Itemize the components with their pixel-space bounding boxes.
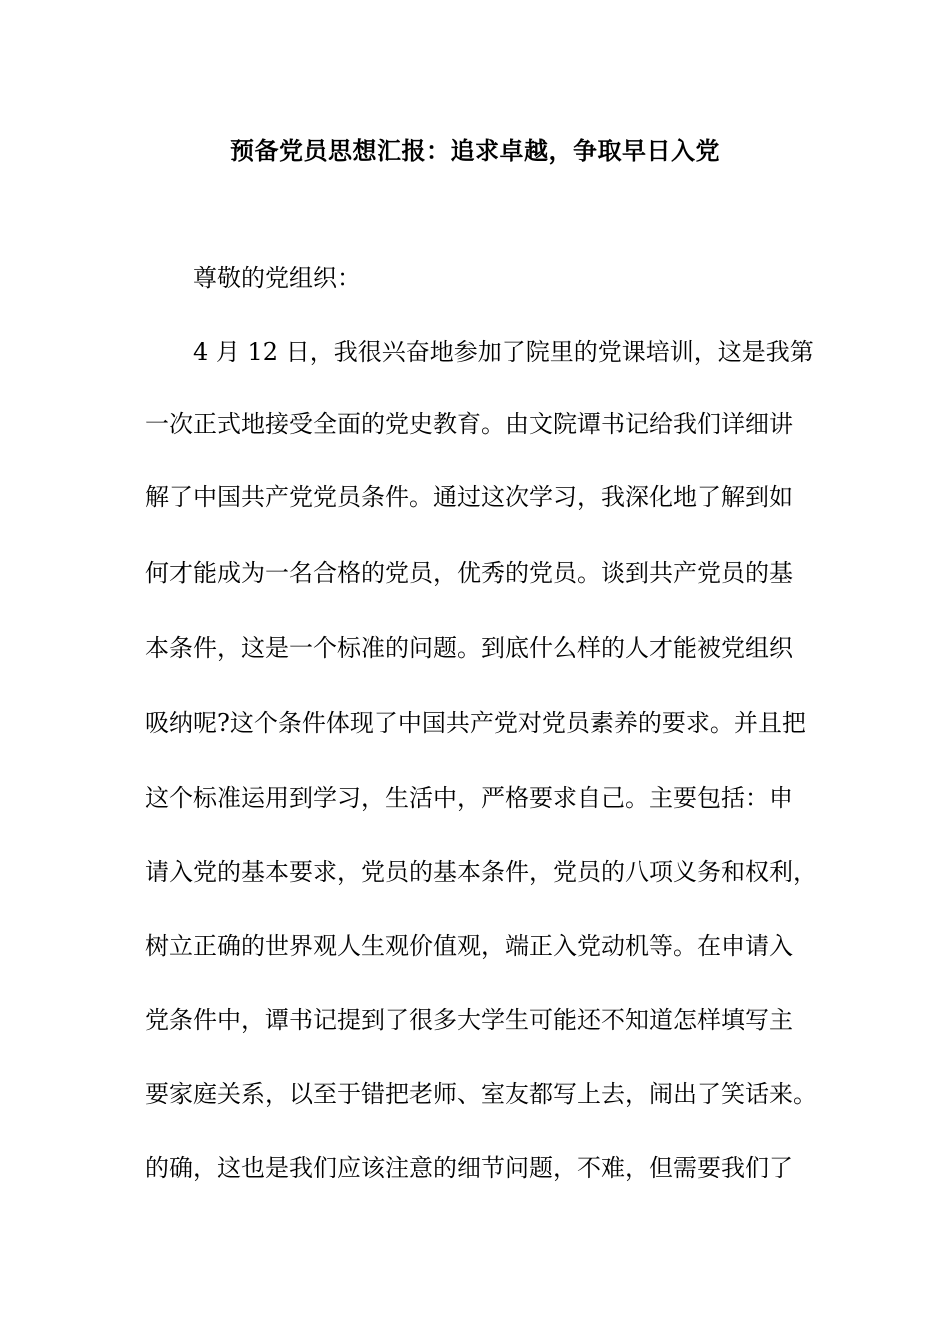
body-line: 吸纳呢?这个条件体现了中国共产党对党员素养的要求。并且把 (145, 709, 806, 737)
document-title: 预备党员思想汇报：追求卓越，争取早日入党 (230, 137, 720, 165)
body-line: 请入党的基本要求，党员的基本条件，党员的八项义务和权利， (145, 858, 817, 886)
body-line: 何才能成为一名合格的党员，优秀的党员。谈到共产党员的基 (145, 559, 793, 587)
body-line: 的确，这也是我们应该注意的细节问题，不难，但需要我们了 (145, 1154, 793, 1182)
body-line: 党条件中，谭书记提到了很多大学生可能还不知道怎样填写主 (145, 1006, 793, 1034)
body-line: 一次正式地接受全面的党史教育。由文院谭书记给我们详细讲 (145, 410, 793, 438)
body-line: 解了中国共产党党员条件。通过这次学习，我深化地了解到如 (145, 483, 793, 511)
body-line: 要家庭关系，以至于错把老师、室友都写上去，闹出了笑话来。 (145, 1080, 817, 1108)
body-line: 这个标准运用到学习，生活中，严格要求自己。主要包括：申 (145, 784, 793, 812)
body-line: 本条件，这是一个标准的问题。到底什么样的人才能被党组织 (145, 634, 793, 662)
body-line: 4 月 12 日，我很兴奋地参加了院里的党课培训，这是我第 (193, 338, 814, 366)
body-line: 树立正确的世界观人生观价值观，端正入党动机等。在申请入 (145, 932, 793, 960)
salutation: 尊敬的党组织： (193, 264, 361, 292)
